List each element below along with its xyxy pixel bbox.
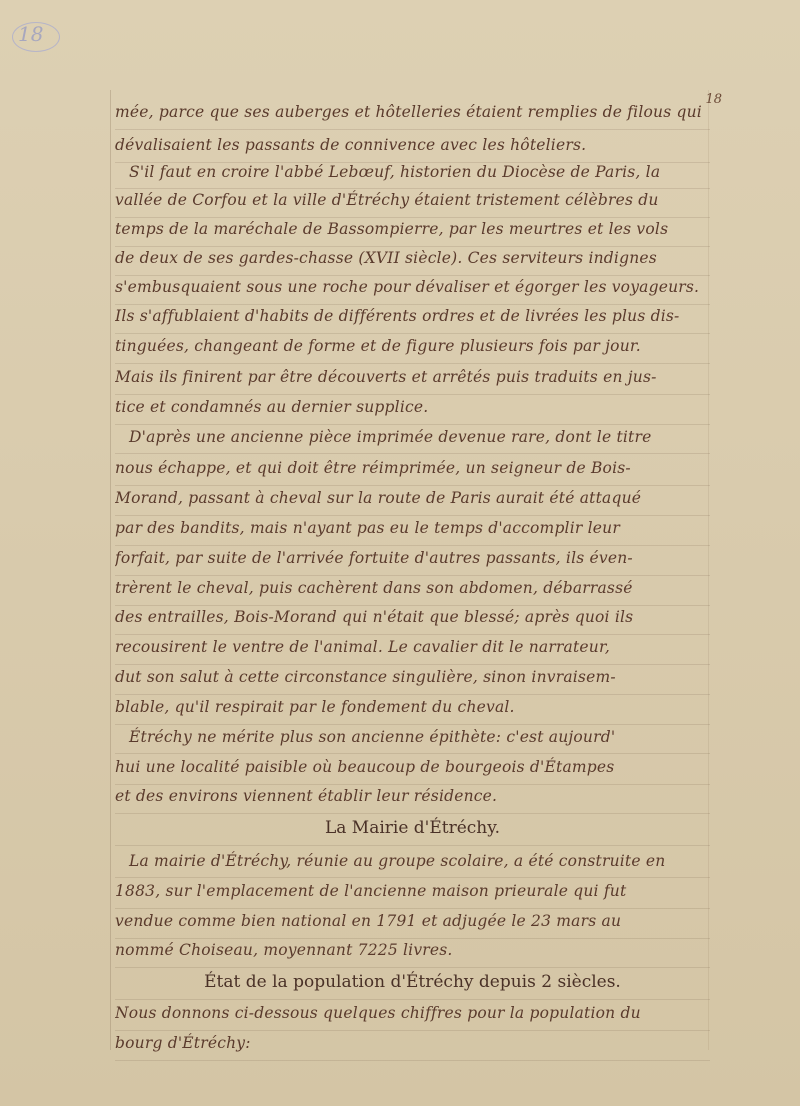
text-line: des entrailles, Bois-Morand qui n'était que blessé; après quoi ils [115, 601, 710, 635]
text-line: bourg d'Étréchy: [115, 1027, 710, 1061]
text-line: vendue comme bien national en 1791 et adjugée le 23 mars au [115, 905, 710, 939]
text-line: nous échappe, et qui doit être réimprimée, un seigneur de Bois- [115, 452, 710, 486]
text-line: trèrent le cheval, puis cachèrent dans son abdomen, débarrassé [115, 572, 710, 606]
text-line: D'après une ancienne pièce imprimée devenue rare, dont le titre [115, 421, 710, 454]
section-heading-population: État de la population d'Étréchy depuis 2 siècles. [115, 966, 710, 1000]
text-line: La mairie d'Étréchy, réunie au groupe scolaire, a été construite en [115, 845, 710, 878]
text-line: 1883, sur l'emplacement de l'ancienne maison prieurale qui fut [115, 875, 710, 909]
text-line: tinguées, changeant de forme et de figure plusieurs fois par jour. [115, 330, 710, 364]
text-line: temps de la maréchale de Bassompierre, par les meurtres et les vols [115, 213, 710, 247]
text-line: dévalisaient les passants de connivence avec les hôteliers. [115, 129, 710, 163]
text-line: s'embusquaient sous une roche pour dévaliser et égorger les voyageurs. [115, 271, 710, 305]
text-line: Ils s'affublaient d'habits de différents ordres et de livrées les plus dis- [115, 300, 710, 334]
text-line: vallée de Corfou et la ville d'Étréchy étaient tristement célèbres du [115, 184, 710, 218]
text-line: de deux de ses gardes-chasse (XVII siècle). Ces serviteurs indignes [115, 242, 710, 276]
text-line: forfait, par suite de l'arrivée fortuite d'autres passants, ils éven- [115, 542, 710, 576]
text-line: blable, qu'il respirait par le fondement du cheval. [115, 691, 710, 725]
section-heading-mairie: La Mairie d'Étréchy. [115, 812, 710, 846]
text-line: mée, parce que ses auberges et hôtelleries étaient remplies de filous qui [115, 96, 710, 130]
text-line: hui une localité paisible où beaucoup de bourgeois d'Étampes [115, 751, 710, 785]
text-line: Nous donnons ci-dessous quelques chiffres pour la population du [115, 997, 710, 1031]
text-line: nommé Choiseau, moyennant 7225 livres. [115, 934, 710, 968]
text-line: dut son salut à cette circonstance singulière, sinon invraisem- [115, 661, 710, 695]
text-line: tice et condamnés au dernier supplice. [115, 391, 710, 425]
text-line: Mais ils finirent par être découverts et arrêtés puis traduits en jus- [115, 361, 710, 395]
text-line: par des bandits, mais n'ayant pas eu le temps d'accomplir leur [115, 512, 710, 546]
text-line: S'il faut en croire l'abbé Lebœuf, historien du Diocèse de Paris, la [115, 156, 710, 189]
text-line: et des environs viennent établir leur résidence. [115, 780, 710, 814]
text-line: recousirent le ventre de l'animal. Le cavalier dit le narrateur, [115, 631, 710, 665]
text-line: Étréchy ne mérite plus son ancienne épithète: c'est aujourd' [115, 721, 710, 754]
text-line: Morand, passant à cheval sur la route de Paris aurait été attaqué [115, 482, 710, 516]
archive-number: 18 [18, 22, 44, 46]
folio-number: 18 [705, 92, 722, 107]
